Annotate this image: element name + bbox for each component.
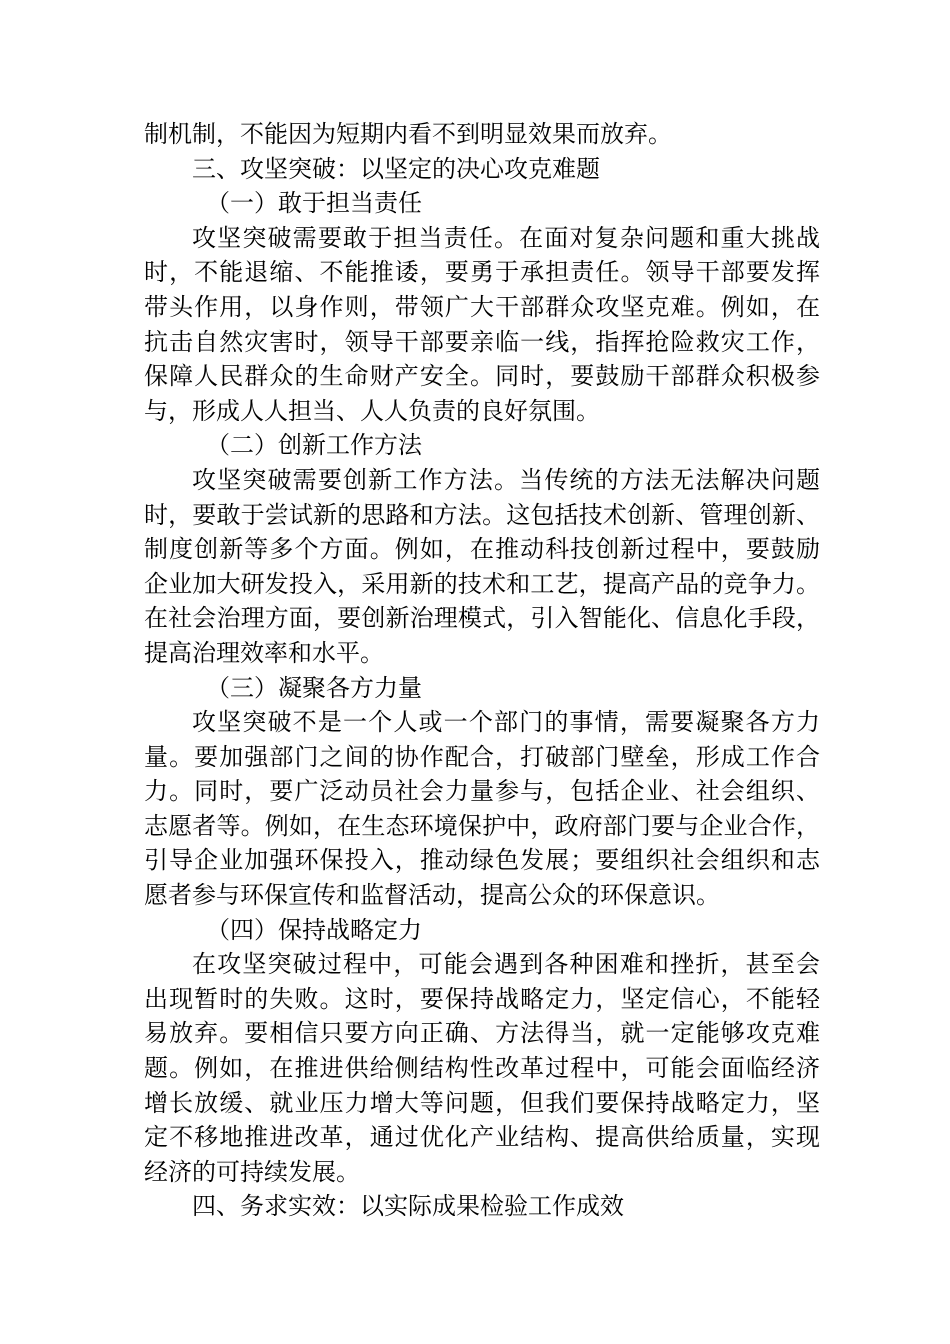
paragraph-line: 在社会治理方面，要创新治理模式，引入智能化、信息化手段， <box>144 604 820 633</box>
paragraph-line: 企业加大研发投入，采用新的技术和工艺，提高产品的竞争力。 <box>144 569 820 598</box>
paragraph-line: 制度创新等多个方面。例如，在推动科技创新过程中，要鼓励 <box>144 535 820 564</box>
paragraph-line: 攻坚突破需要敢于担当责任。在面对复杂问题和重大挑战 <box>192 223 820 252</box>
paragraph-line: 抗击自然灾害时，领导干部要亲临一线，指挥抢险救灾工作， <box>144 327 820 356</box>
paragraph-line: 增长放缓、就业压力增大等问题，但我们要保持战略定力，坚 <box>144 1088 820 1117</box>
paragraph-line: 攻坚突破不是一个人或一个部门的事情，需要凝聚各方力 <box>192 708 820 737</box>
subsection-heading: （二）创新工作方法 <box>206 431 422 460</box>
paragraph-line: 定不移地推进改革，通过优化产业结构、提高供给质量，实现 <box>144 1123 820 1152</box>
paragraph-line: 经济的可持续发展。 <box>144 1157 360 1186</box>
paragraph-line: 时，要敢于尝试新的思路和方法。这包括技术创新、管理创新、 <box>144 500 820 529</box>
subsection-heading: （三）凝聚各方力量 <box>206 673 422 702</box>
paragraph-line: 攻坚突破需要创新工作方法。当传统的方法无法解决问题 <box>192 465 820 494</box>
paragraph-line: 量。要加强部门之间的协作配合，打破部门壁垒，形成工作合 <box>144 742 820 771</box>
paragraph-line: 在攻坚突破过程中，可能会遇到各种困难和挫折，甚至会 <box>192 950 820 979</box>
paragraph-line: 与，形成人人担当、人人负责的良好氛围。 <box>144 396 600 425</box>
paragraph-line: 制机制，不能因为短期内看不到明显效果而放弃。 <box>144 120 672 148</box>
subsection-heading: （一）敢于担当责任 <box>206 189 422 218</box>
section-heading: 四、务求实效：以实际成果检验工作成效 <box>192 1192 624 1221</box>
paragraph-line: 力。同时，要广泛动员社会力量参与，包括企业、社会组织、 <box>144 777 820 806</box>
paragraph-line: 引导企业加强环保投入，推动绿色发展；要组织社会组织和志 <box>144 846 820 875</box>
paragraph-line: 时，不能退缩、不能推诿，要勇于承担责任。领导干部要发挥 <box>144 258 820 287</box>
paragraph-line: 志愿者等。例如，在生态环境保护中，政府部门要与企业合作， <box>144 811 820 840</box>
paragraph-line: 保障人民群众的生命财产安全。同时，要鼓励干部群众积极参 <box>144 362 820 391</box>
document-page <box>144 117 820 1224</box>
subsection-heading: （四）保持战略定力 <box>206 915 422 944</box>
paragraph-line: 题。例如，在推进供给侧结构性改革过程中，可能会面临经济 <box>144 1054 820 1083</box>
section-heading: 三、攻坚突破：以坚定的决心攻克难题 <box>192 154 600 183</box>
paragraph-line: 带头作用，以身作则，带领广大干部群众攻坚克难。例如，在 <box>144 292 820 321</box>
paragraph-line: 易放弃。要相信只要方向正确、方法得当，就一定能够攻克难 <box>144 1019 820 1048</box>
paragraph-line: 提高治理效率和水平。 <box>144 638 384 667</box>
paragraph-line: 愿者参与环保宣传和监督活动，提高公众的环保意识。 <box>144 881 720 910</box>
paragraph-line: 出现暂时的失败。这时，要保持战略定力，坚定信心，不能轻 <box>144 984 820 1013</box>
